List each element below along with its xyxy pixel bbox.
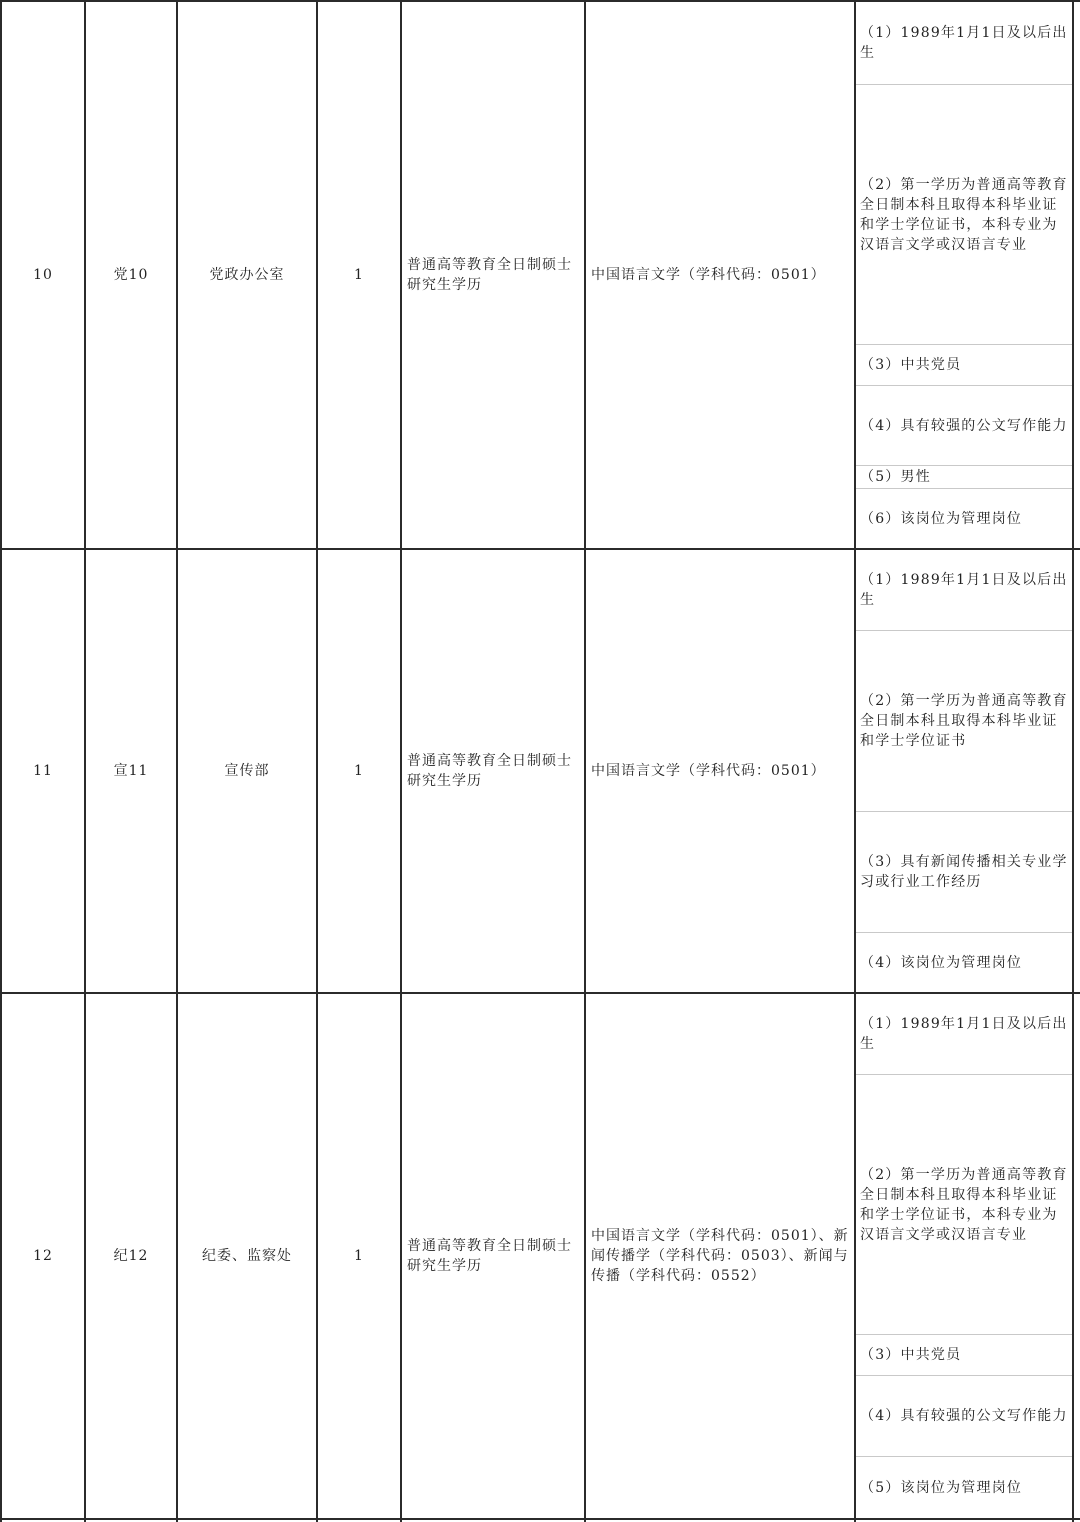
cell-code: 宣11 — [113, 763, 149, 779]
grid-line — [0, 548, 1080, 550]
cell-major: 中国语言文学（学科代码：0501） — [591, 267, 826, 283]
grid-line — [0, 0, 1080, 2]
grid-line — [0, 0, 2, 1522]
cell-education: 普通高等教育全日制硕士研究生学历 — [407, 753, 572, 789]
cell-dept: 党政办公室 — [209, 267, 285, 283]
cell-code: 纪12 — [113, 1248, 149, 1264]
cell-major: 中国语言文学（学科代码：0501）、新闻传播学（学科代码：0503）、新闻与传播（学科代码：0552） — [591, 1228, 849, 1284]
grid-line — [400, 0, 402, 1522]
cell-education: 普通高等教育全日制硕士研究生学历 — [407, 1238, 572, 1274]
cell-dept: 纪委、监察处 — [202, 1248, 292, 1264]
cell-seq: 12 — [33, 1248, 53, 1264]
requirement-item: （2）第一学历为普通高等教育全日制本科且取得本科毕业证和学士学位证书 — [860, 693, 1068, 749]
grid-line — [854, 0, 856, 1522]
cell-education: 普通高等教育全日制硕士研究生学历 — [407, 257, 572, 293]
cell-seq: 10 — [33, 267, 53, 283]
requirement-item: （3）具有新闻传播相关专业学习或行业工作经历 — [860, 854, 1068, 890]
requirement-item: （2）第一学历为普通高等教育全日制本科且取得本科毕业证和学士学位证书，本科专业为汉语言文学或汉语言专业 — [860, 176, 1068, 253]
cell-count: 1 — [354, 1248, 364, 1264]
grid-line — [84, 0, 86, 1522]
requirement-item: （3）中共党员 — [860, 1347, 962, 1363]
requirement-item: （4）具有较强的公文写作能力 — [860, 417, 1068, 434]
table-row — [0, 550, 1080, 992]
requirement-item: （5）男性 — [860, 469, 931, 485]
cell-seq: 11 — [33, 763, 53, 779]
requirements-list — [856, 994, 1072, 1518]
grid-line — [176, 0, 178, 1522]
cell-code: 党10 — [113, 267, 149, 283]
requirement-item: （4）该岗位为管理岗位 — [860, 954, 1023, 971]
requirement-item: （1）1989年1月1日及以后出生 — [860, 25, 1068, 61]
table-row — [0, 994, 1080, 1518]
requirement-item: （3）中共党员 — [860, 357, 962, 373]
requirements-list — [856, 550, 1072, 992]
table-row — [0, 2, 1080, 548]
cell-major: 中国语言文学（学科代码：0501） — [591, 763, 826, 779]
grid-line — [0, 992, 1080, 994]
requirement-item: （1）1989年1月1日及以后出生 — [860, 1016, 1068, 1052]
requirement-item: （6）该岗位为管理岗位 — [860, 510, 1023, 527]
grid-line — [584, 0, 586, 1522]
requirement-item: （2）第一学历为普通高等教育全日制本科且取得本科毕业证和学士学位证书，本科专业为汉语言文学或汉语言专业 — [860, 1166, 1068, 1243]
requirement-item: （1）1989年1月1日及以后出生 — [860, 572, 1068, 608]
cell-dept: 宣传部 — [224, 763, 270, 779]
cell-count: 1 — [354, 267, 364, 283]
grid-line — [1072, 0, 1074, 1522]
requirements-list — [856, 2, 1072, 548]
grid-line — [0, 1518, 1080, 1520]
requirement-item: （5）该岗位为管理岗位 — [860, 1479, 1023, 1496]
cell-count: 1 — [354, 763, 364, 779]
grid-line — [316, 0, 318, 1522]
requirement-item: （4）具有较强的公文写作能力 — [860, 1408, 1068, 1424]
